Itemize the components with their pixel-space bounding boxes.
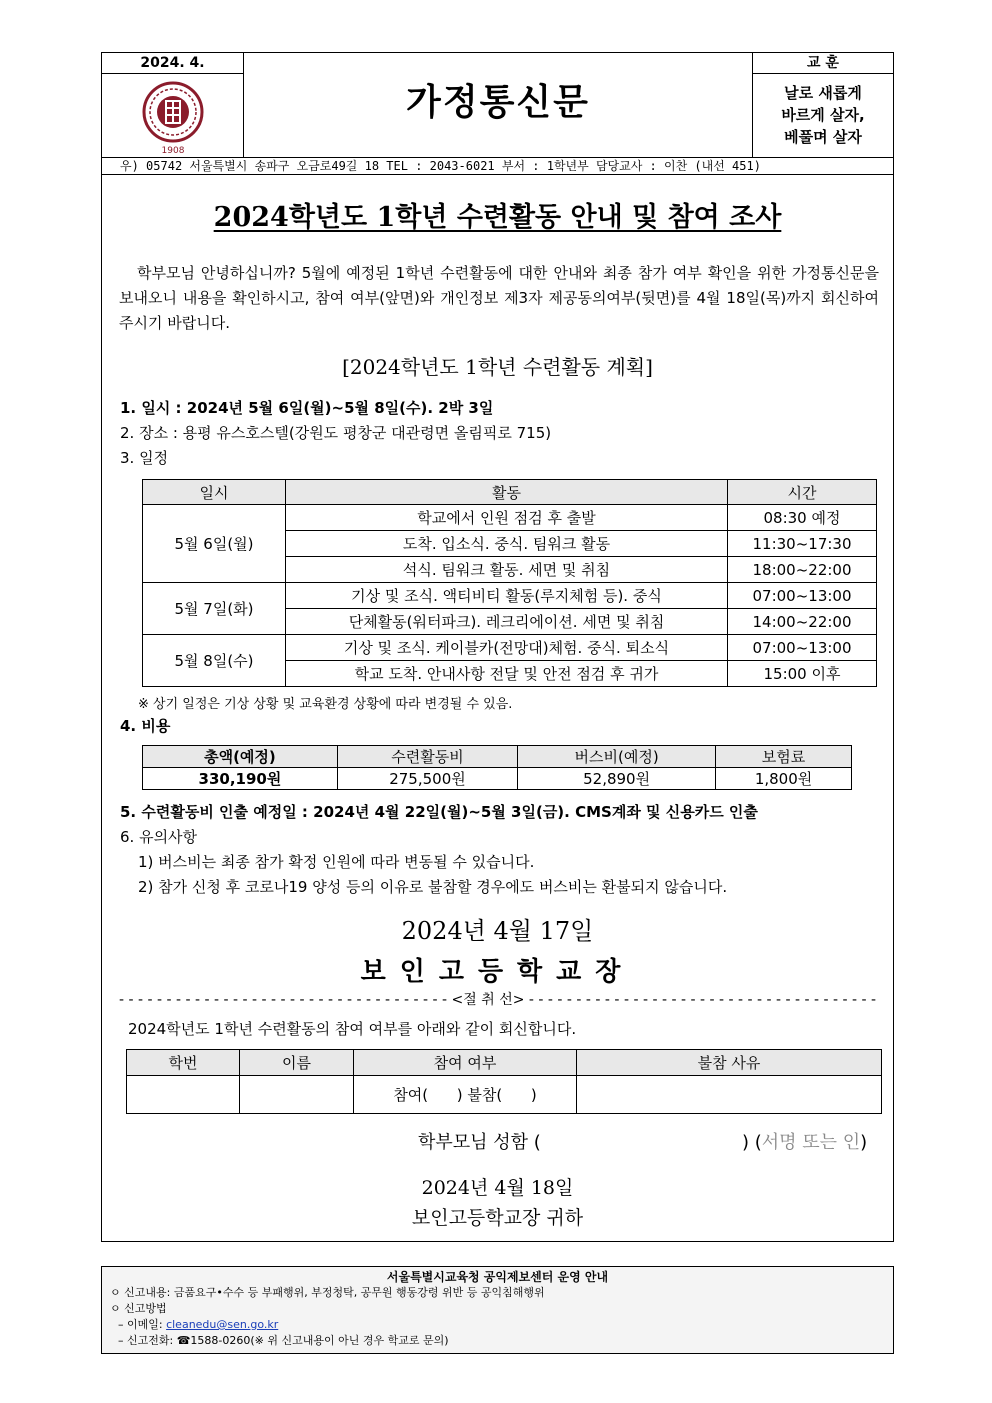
schedule-time: 14:00~22:00 <box>728 609 877 635</box>
issue-date: 2024. 4. <box>102 53 244 74</box>
email-link[interactable]: cleanedu@sen.go.kr <box>166 1318 279 1331</box>
cost-value: 275,500원 <box>337 768 517 790</box>
intro-paragraph: 학부모님 안녕하십니까? 5월에 예정된 1학년 수련활동에 대한 안내와 최종 참가 여부 확인을 위한 가정통신문을 보내오니 내용을 확인하시고, 참여 여부(앞면)와 개인정보 제3자 제공동의여부(뒷면)를 4월 18일(목)까지 회신하여 주시기 바랍니다. <box>119 264 879 332</box>
table-header: 활동 <box>286 480 728 505</box>
table-header: 불참 사유 <box>577 1050 882 1076</box>
table-header: 버스비(예정) <box>518 746 716 768</box>
item-caution: 6. 유의사항 <box>120 828 198 846</box>
schedule-activity: 학교에서 인원 점검 후 출발 <box>286 505 728 531</box>
table-row <box>143 635 877 661</box>
footer-notice <box>101 1266 894 1354</box>
item-schedule: 3. 일정 <box>120 449 169 467</box>
table-header: 일시 <box>143 480 286 505</box>
schedule-activity: 석식. 팀워크 활동. 세면 및 취침 <box>286 557 728 583</box>
newsletter-frame <box>101 52 894 1242</box>
schedule-activity: 단체활동(워터파크). 레크리에이션. 세면 및 취침 <box>286 609 728 635</box>
signature-school: 보인고등학교장 <box>360 957 635 987</box>
table-header: 이름 <box>240 1050 354 1076</box>
signature-date: 2024년 4월 17일 <box>401 917 594 945</box>
table-header: 보험료 <box>716 746 852 768</box>
schedule-activity: 학교 도착. 안내사항 전달 및 안전 점검 후 귀가 <box>286 661 728 687</box>
reply-text: 2024학년도 1학년 수련활동의 참여 여부를 아래와 같이 회신합니다. <box>128 1020 577 1038</box>
cost-value: 1,800원 <box>716 768 852 790</box>
plan-title: [2024학년도 1학년 수련활동 계획] <box>342 355 653 379</box>
table-row <box>143 505 877 531</box>
table-row <box>143 768 852 790</box>
main-title: 2024학년도 1학년 수련활동 안내 및 참여 조사 <box>213 202 782 233</box>
school-logo <box>102 74 244 157</box>
signature-hint: 서명 또는 인 <box>761 1132 861 1153</box>
schedule-time: 15:00 이후 <box>728 661 877 687</box>
table-header: 학번 <box>127 1050 240 1076</box>
cut-line <box>102 989 893 1009</box>
schedule-time: 11:30~17:30 <box>728 531 877 557</box>
cost-value: 52,890원 <box>518 768 716 790</box>
caution-1: 1) 버스비는 최종 참가 확정 인원에 따라 변동될 수 있습니다. <box>138 853 535 871</box>
schedule-note: ※ 상기 일정은 기상 상황 및 교육환경 상황에 따라 변경될 수 있음. <box>138 697 513 712</box>
document-title: 가정통신문 <box>406 82 590 123</box>
table-header: 시간 <box>728 480 877 505</box>
table-row <box>143 583 877 609</box>
schedule-activity: 기상 및 조식. 케이블카(전망대)체험. 중식. 퇴소식 <box>286 635 728 661</box>
reply-table <box>126 1049 882 1114</box>
cost-table <box>142 745 852 790</box>
header <box>102 53 893 173</box>
item-place: 2. 장소 : 용평 유스호스텔(강원도 평창군 대관령면 올림픽로 715) <box>120 424 552 442</box>
schedule-time: 07:00~13:00 <box>728 635 877 661</box>
footer-title: 서울특별시교육청 공익제보센터 운영 안내 <box>386 1270 609 1284</box>
caution-2: 2) 참가 신청 후 코로나19 양성 등의 이유로 불참할 경우에도 버스비는 환불되지 않습니다. <box>138 878 728 896</box>
table-row <box>127 1076 882 1114</box>
schedule-day: 5월 7일(화) <box>143 583 286 635</box>
schedule-day: 5월 6일(월) <box>143 505 286 583</box>
schedule-time: 08:30 예정 <box>728 505 877 531</box>
cut-dashes: - - - - - - - - - - - - - - - - - - - - - - - - - - - - - - - - - - - <box>118 992 452 1008</box>
schedule-time: 18:00~22:00 <box>728 557 877 583</box>
footer-line: ㅇ 신고방법 <box>110 1302 167 1315</box>
reply-addressee: 보인고등학교장 귀하 <box>411 1207 584 1229</box>
schedule-table <box>142 479 877 687</box>
footer-phone: – 신고전화: ☎1588-0260(※ 위 신고내용이 아닌 경우 학교로 문의) <box>118 1334 449 1347</box>
cost-value: 330,190원 <box>143 768 338 790</box>
schedule-time: 07:00~13:00 <box>728 583 877 609</box>
logo-year: 1908 <box>161 146 185 156</box>
student-id-field[interactable] <box>127 1076 240 1114</box>
item-withdraw: 5. 수련활동비 인출 예정일 : 2024년 4월 22일(월)~5월 3일(금). CMS계좌 및 신용카드 인출 <box>120 803 758 821</box>
parent-name-label: 학부모님 성함 ( <box>418 1132 541 1153</box>
student-name-field[interactable] <box>240 1076 354 1114</box>
motto <box>752 74 893 157</box>
participation-field[interactable]: 참여( ) 불참( ) <box>354 1076 577 1114</box>
item-date: 1. 일시 : 2024년 5월 6일(월)~5월 8일(수). 2박 3일 <box>120 399 494 417</box>
motto-line: 바르게 살자, <box>781 106 865 124</box>
footer-line: ㅇ 신고내용: 금품요구•수수 등 부패행위, 부정청탁, 공무원 행동강령 위반 등 공익침해행위 <box>110 1286 545 1299</box>
motto-heading: 교 훈 <box>752 53 893 74</box>
motto-line: 베풀며 살자 <box>784 128 862 146</box>
schedule-activity: 도착. 입소식. 중식. 팀워크 활동 <box>286 531 728 557</box>
reply-date: 2024년 4월 18일 <box>421 1177 574 1199</box>
footer-email-line: – 이메일: cleanedu@sen.go.kr <box>118 1318 279 1331</box>
motto-line: 날로 새롭게 <box>784 84 862 102</box>
absence-reason-field[interactable] <box>577 1076 882 1114</box>
parent-signature[interactable]: ) (서명 또는 인) <box>742 1132 868 1153</box>
cut-dashes: - - - - - - - - - - - - - - - - - - - - - - - - - - - - - - - - - - - - - <box>524 992 877 1008</box>
table-header: 참여 여부 <box>354 1050 577 1076</box>
cut-label: <절 취 선> <box>451 992 525 1008</box>
schedule-day: 5월 8일(수) <box>143 635 286 687</box>
schedule-activity: 기상 및 조식. 액티비티 활동(루지체험 등). 중식 <box>286 583 728 609</box>
address-bar: 우) 05742 서울특별시 송파구 오금로49길 18 TEL : 2043-6021 부서 : 1학년부 담당교사 : 이찬 (내선 451) <box>102 157 893 175</box>
table-header: 총액(예정) <box>143 746 338 768</box>
item-cost: 4. 비용 <box>120 717 171 735</box>
table-header: 수련활동비 <box>337 746 517 768</box>
